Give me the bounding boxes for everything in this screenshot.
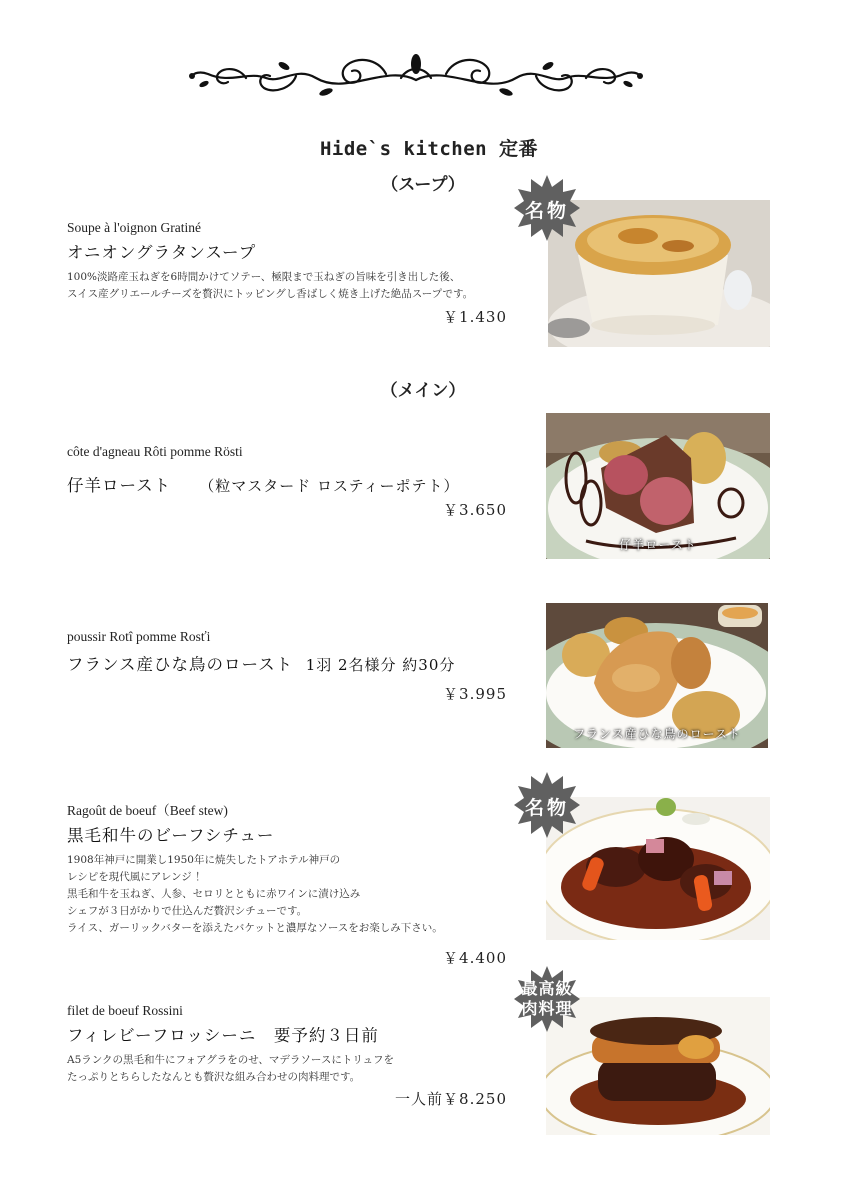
menu-item-beef-stew [67,799,507,969]
item-japanese-name: オニオングラタンスープ [67,243,257,262]
item-japanese-name: 黒毛和牛のビーフシチュー [67,826,275,845]
item-description: 100%淡路産玉ねぎを6時間かけてソテー、極限まで玉ねぎの旨味を引き出した後、 スイス産グリエールチーズを贅沢にトッピングし香ばしく焼き上げた絶品スープです。 [67,271,474,300]
photo-lamb-roast [546,413,770,559]
photo-caption: 仔羊ロースト [619,538,697,552]
menu-item-filet-rossini [67,1003,507,1113]
photo-caption: フランス産ひな鳥のロースト [572,727,742,741]
item-price: 一人前￥8.250 [395,1090,507,1108]
item-price: ￥4.400 [443,949,507,967]
menu-item-lamb-roast [67,444,507,524]
menu-item-onion-soup [67,220,507,330]
item-japanese-name: フランス産ひな鳥のロースト 1羽 2名様分 約30分 [67,655,456,674]
item-french-name: Soupe à l'oignon Gratiné [67,220,202,235]
item-french-name: côte d'agneau Rôti pomme Rösti [67,444,243,459]
page-title: Hide`s kitchen 定番 [319,138,539,160]
badge-specialty: 名物 [514,175,580,241]
photo-onion-soup [548,200,770,347]
section-title-soup: （スープ） [381,175,465,195]
badge-premium: 最高級 肉料理 [514,966,580,1032]
item-price: ￥1.430 [443,308,507,326]
item-japanese-name: フィレビーフロッシーニ 要予約３日前 [67,1026,379,1045]
photo-chicken-roast [546,603,768,748]
item-japanese-name: 仔羊ロースト （粒マスタード ロスティーポテト） [67,476,460,495]
item-description: 1908年神戸に開業し1950年に焼失したトアホテル神戸の レシピを現代風にアレンジ ！ 黒毛和牛を玉ねぎ、人参、セロリとともに赤ワインに漬け込み シェフが３日がかりで仕込んだ贅沢シチューです。 ライス、ガーリックバターを添えたバケットと濃厚なソースをお楽しみ下さい。 [67,854,443,934]
item-french-name: filet de boeuf Rossini [67,1003,183,1018]
menu-item-chicken-roast [67,629,507,709]
item-french-name: Ragoût de boeuf（Beef stew) [67,803,228,818]
badge-specialty: 名物 [514,772,580,838]
ornament-divider [186,44,646,106]
section-title-main: （メイン） [380,381,466,401]
item-french-name: poussir Rotî pomme Rosťi [67,629,211,644]
item-price: ￥3.995 [443,685,507,703]
item-price: ￥3.650 [443,501,507,519]
item-description: A5ランクの黒毛和牛にフォアグラをのせ、マデラソースにトリュフを たっぷりとちらしたなんとも贅沢な組み合わせの肉料理です。 [67,1054,395,1083]
